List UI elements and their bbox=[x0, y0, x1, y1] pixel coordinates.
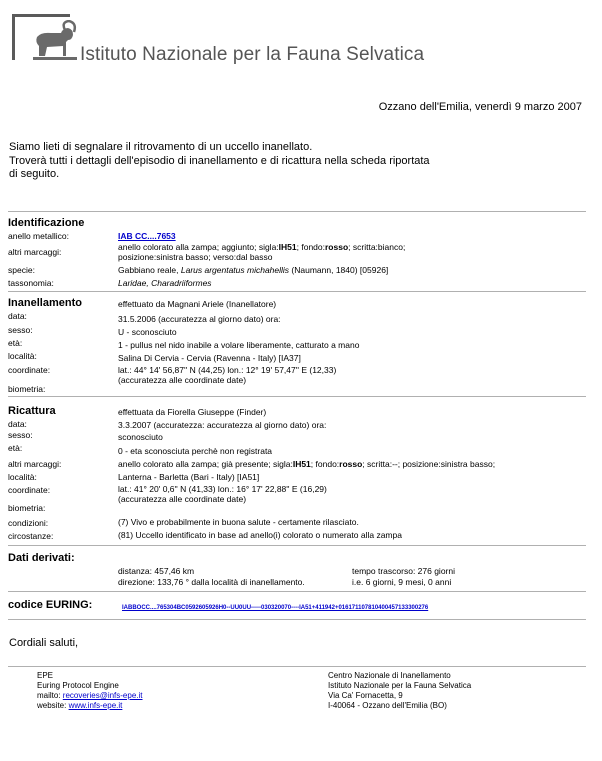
label-coordinate: coordinate: bbox=[8, 485, 51, 495]
label-coordinate: coordinate: bbox=[8, 365, 51, 375]
label-sesso: sesso: bbox=[8, 325, 33, 335]
value-data: 3.3.2007 (accuratezza: accuratezza al giorno dato) ora: bbox=[118, 420, 327, 430]
section-euring: codice EURING: bbox=[8, 599, 93, 611]
label-circostanze: circostanze: bbox=[8, 531, 54, 541]
value-tassonomia: Laridae, Charadriiformes bbox=[118, 278, 212, 288]
ring-number-link[interactable]: IAB CC....7653 bbox=[118, 231, 176, 241]
section-inanellamento: Inanellamento bbox=[8, 297, 82, 309]
footer-engine: Euring Protocol Engine bbox=[37, 681, 119, 690]
label-anello: anello metallico: bbox=[8, 231, 69, 241]
value-eta: 0 - eta sconosciuta perchè non registrata bbox=[118, 446, 273, 456]
intro-line-1: Siamo lieti di segnalare il ritrovamento di un uccello inanellato. bbox=[9, 141, 313, 153]
value-distanza: distanza: 457,46 km bbox=[118, 566, 195, 576]
section-ricattura: Ricattura bbox=[8, 405, 56, 417]
separator bbox=[8, 211, 586, 212]
label-specie: specie: bbox=[8, 265, 35, 275]
label-condizioni: condizioni: bbox=[8, 518, 49, 528]
label-eta: età: bbox=[8, 338, 23, 348]
label-localita: località: bbox=[8, 472, 37, 482]
closing-greeting: Cordiali saluti, bbox=[9, 637, 79, 649]
label-tassonomia: tassonomia: bbox=[8, 278, 54, 288]
footer-email-link[interactable]: recoveries@infs-epe.it bbox=[62, 691, 143, 700]
footer-centro: Centro Nazionale di Inanellamento bbox=[328, 671, 451, 680]
value-direzione: direzione: 133,76 ° dalla località di inanellamento. bbox=[118, 577, 305, 587]
label-biometria: biometria: bbox=[8, 384, 46, 394]
value-data: 31.5.2006 (accuratezza al giorno dato) ora: bbox=[118, 314, 281, 324]
footer-left bbox=[37, 671, 143, 711]
label-localita: località: bbox=[8, 351, 37, 361]
footer-right bbox=[328, 671, 471, 711]
value-circostanze: (81) Uccello identificato in base ad anello(i) colorato o numerato alla zampa bbox=[118, 530, 402, 540]
institute-title: Istituto Nazionale per la Fauna Selvatica bbox=[80, 44, 425, 65]
separator bbox=[8, 545, 586, 546]
value-tempo-dettaglio: i.e. 6 giorni, 9 mesi, 0 anni bbox=[352, 577, 452, 587]
euring-code-link[interactable]: IABBOCC....765304BC0592605926H0--UU0UU-----030320070----IA51+411942+016171107810400457133300276 bbox=[122, 605, 429, 611]
separator bbox=[8, 591, 586, 592]
label-biometria: biometria: bbox=[8, 503, 46, 513]
separator bbox=[8, 619, 586, 620]
value-altri-marcaggi: anello colorato alla zampa; già presente; sigla:IH51; fondo:rosso; scritta:--; posizione:sinistra basso; bbox=[118, 459, 496, 469]
value-tempo: tempo trascorso: 276 giorni bbox=[352, 566, 455, 576]
footer-web: website: www.infs-epe.it bbox=[37, 701, 123, 710]
section-dati-derivati: Dati derivati: bbox=[8, 552, 75, 564]
section-identificazione: Identificazione bbox=[8, 217, 85, 229]
footer-istituto: Istituto Nazionale per la Fauna Selvatica bbox=[328, 681, 472, 690]
separator bbox=[8, 396, 586, 397]
value-sesso: sconosciuto bbox=[118, 432, 163, 442]
intro-line-3: di seguito. bbox=[9, 168, 60, 180]
value-condizioni: (7) Vivo e probabilmente in buona salute - certamente rilasciato. bbox=[118, 517, 359, 527]
label-sesso: sesso: bbox=[8, 430, 33, 440]
footer-website-link[interactable]: www.infs-epe.it bbox=[68, 701, 123, 710]
logo-frame bbox=[12, 14, 70, 60]
value-specie: Gabbiano reale, Larus argentatus michahellis (Naumann, 1840) [05926] bbox=[118, 265, 389, 275]
footer-via: Via Ca' Fornacetta, 9 bbox=[328, 691, 403, 700]
value-localita: Salina Di Cervia - Cervia (Ravenna - Italy) [IA37] bbox=[118, 353, 301, 363]
ringer: effettuato da Magnani Ariele (Inanellatore) bbox=[118, 299, 277, 309]
date-line: Ozzano dell'Emilia, venerdì 9 marzo 2007 bbox=[378, 101, 582, 113]
separator bbox=[8, 666, 586, 667]
label-altri-marcaggi: altri marcaggi: bbox=[8, 459, 62, 469]
value-sesso: U - sconosciuto bbox=[118, 327, 177, 337]
value-eta: 1 - pullus nel nido inabile a volare liberamente, catturato a mano bbox=[118, 340, 360, 350]
label-data: data: bbox=[8, 419, 27, 429]
value-altri-marcaggi: anello colorato alla zampa; aggiunto; sigla:IH51; fondo:rosso; scritta:bianco; posizione:sinistra basso; verso:dal basso bbox=[118, 242, 406, 262]
value-coordinate: lat.: 44° 14' 56,87'' N (44,25) lon.: 12° 19' 57,47'' E (12,33) (accuratezza alle coordinate date) bbox=[118, 365, 337, 385]
value-localita: Lanterna - Barletta (Bari - Italy) [IA51] bbox=[118, 472, 260, 482]
label-eta: età: bbox=[8, 443, 23, 453]
separator bbox=[8, 291, 586, 292]
ibex-logo-icon bbox=[19, 20, 79, 66]
label-data: data: bbox=[8, 311, 27, 321]
label-altri-marcaggi: altri marcaggi: bbox=[8, 247, 62, 257]
finder: effettuata da Fiorella Giuseppe (Finder) bbox=[118, 407, 267, 417]
value-coordinate: lat.: 41° 20' 0,6'' N (41,33) lon.: 16° 17' 22,88'' E (16,29) (accuratezza alle coordinate date) bbox=[118, 484, 327, 504]
footer-mail: mailto: recoveries@infs-epe.it bbox=[37, 691, 143, 700]
intro-line-2: Troverà tutti i dettagli dell'episodio di inanellamento e di ricattura nella scheda riportata bbox=[9, 155, 430, 167]
footer-epe: EPE bbox=[37, 671, 54, 680]
footer-cap: I-40064 - Ozzano dell'Emilia (BO) bbox=[328, 701, 447, 710]
